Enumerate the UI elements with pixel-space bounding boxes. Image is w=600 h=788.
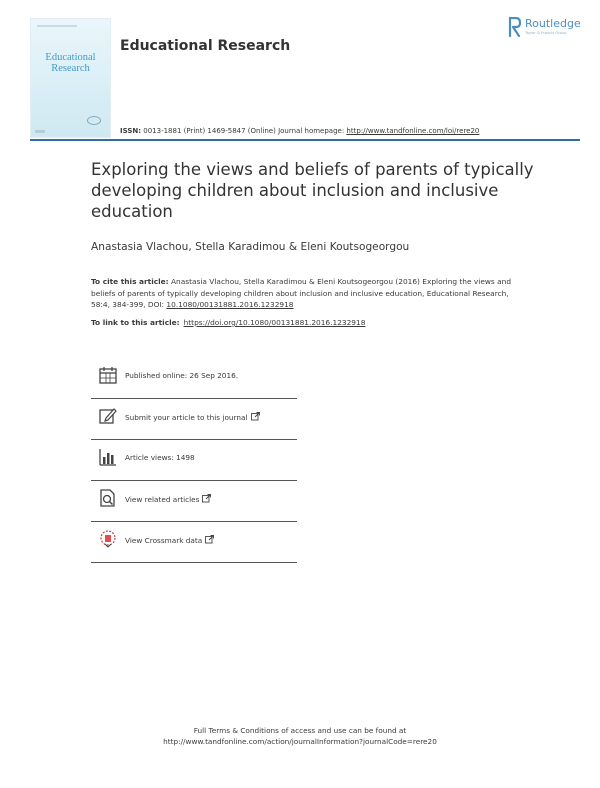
publisher-brand: Routledge <box>525 17 581 30</box>
issn-line <box>120 127 479 135</box>
related-row[interactable] <box>91 480 297 520</box>
submit-row[interactable] <box>91 398 297 438</box>
citation-doi-link[interactable]: 10.1080/00131881.2016.1232918 <box>166 300 294 309</box>
submit-label: Submit your article to this journal <box>125 413 248 422</box>
article-authors: Anastasia Vlachou, Stella Karadimou & Eleni Koutsogeorgou <box>91 241 410 253</box>
terms-url-link[interactable]: http://www.tandfonline.com/action/journalInformation?journalCode=rere20 <box>163 737 437 746</box>
citation-block <box>91 276 523 311</box>
cover-title-line2: Research <box>51 63 90 74</box>
journal-name: Educational Research <box>120 38 291 54</box>
routledge-r-icon <box>508 17 522 37</box>
edit-icon <box>99 407 117 425</box>
crossmark-icon <box>99 530 117 548</box>
article-title: Exploring the views and beliefs of parents of typically developing children about inclusion and inclusive education <box>91 160 534 221</box>
terms-line: Full Terms & Conditions of access and use can be found at <box>193 726 407 735</box>
calendar-icon <box>99 366 117 384</box>
cover-title <box>35 52 106 74</box>
article-doi-link[interactable]: https://doi.org/10.1080/00131881.2016.1232918 <box>183 318 366 327</box>
cover-title-line1: Educational <box>45 52 96 63</box>
publisher-tagline: Taylor & Francis Group <box>525 31 567 35</box>
citation-label: To cite this article: <box>91 277 169 286</box>
terms-footer <box>0 725 600 747</box>
published-row <box>91 357 297 397</box>
external-link-icon <box>202 494 211 503</box>
published-date: Published online: 26 Sep 2016. <box>125 371 239 380</box>
views-row <box>91 439 297 479</box>
crossmark-row[interactable] <box>91 521 297 561</box>
related-label: View related articles <box>125 495 200 504</box>
crossmark-label: View Crossmark data <box>125 536 203 545</box>
citation-text: Anastasia Vlachou, Stella Karadimou & Eleni Koutsogeorgou (2016) Exploring the views and beliefs of parents of typically developing children about inclusion and inclusive education, Educational Research, 58:4, 384-399, DOI: <box>91 277 512 309</box>
header-divider <box>30 139 580 141</box>
issn-label: ISSN: <box>120 127 142 135</box>
cover-decoration <box>37 25 77 27</box>
external-link-icon <box>251 412 260 421</box>
cover-publisher-mark <box>35 130 45 133</box>
cover-seal-icon <box>87 116 101 125</box>
document-search-icon <box>99 489 117 507</box>
external-link-icon <box>205 535 214 544</box>
meta-divider <box>91 562 297 563</box>
article-link-label: To link to this article: <box>91 318 180 327</box>
crossmark-link[interactable] <box>125 535 214 545</box>
submit-article-link[interactable] <box>125 412 260 422</box>
routledge-logo <box>508 17 588 41</box>
journal-homepage-link[interactable]: http://www.tandfonline.com/loi/rere20 <box>346 127 480 135</box>
article-link-line <box>91 318 365 327</box>
related-articles-link[interactable] <box>125 494 211 504</box>
bar-chart-icon <box>99 448 117 466</box>
issn-text: 0013-1881 (Print) 1469-5847 (Online) Journal homepage: <box>141 127 347 135</box>
article-views: Article views: 1498 <box>125 453 195 462</box>
journal-cover <box>30 18 111 138</box>
